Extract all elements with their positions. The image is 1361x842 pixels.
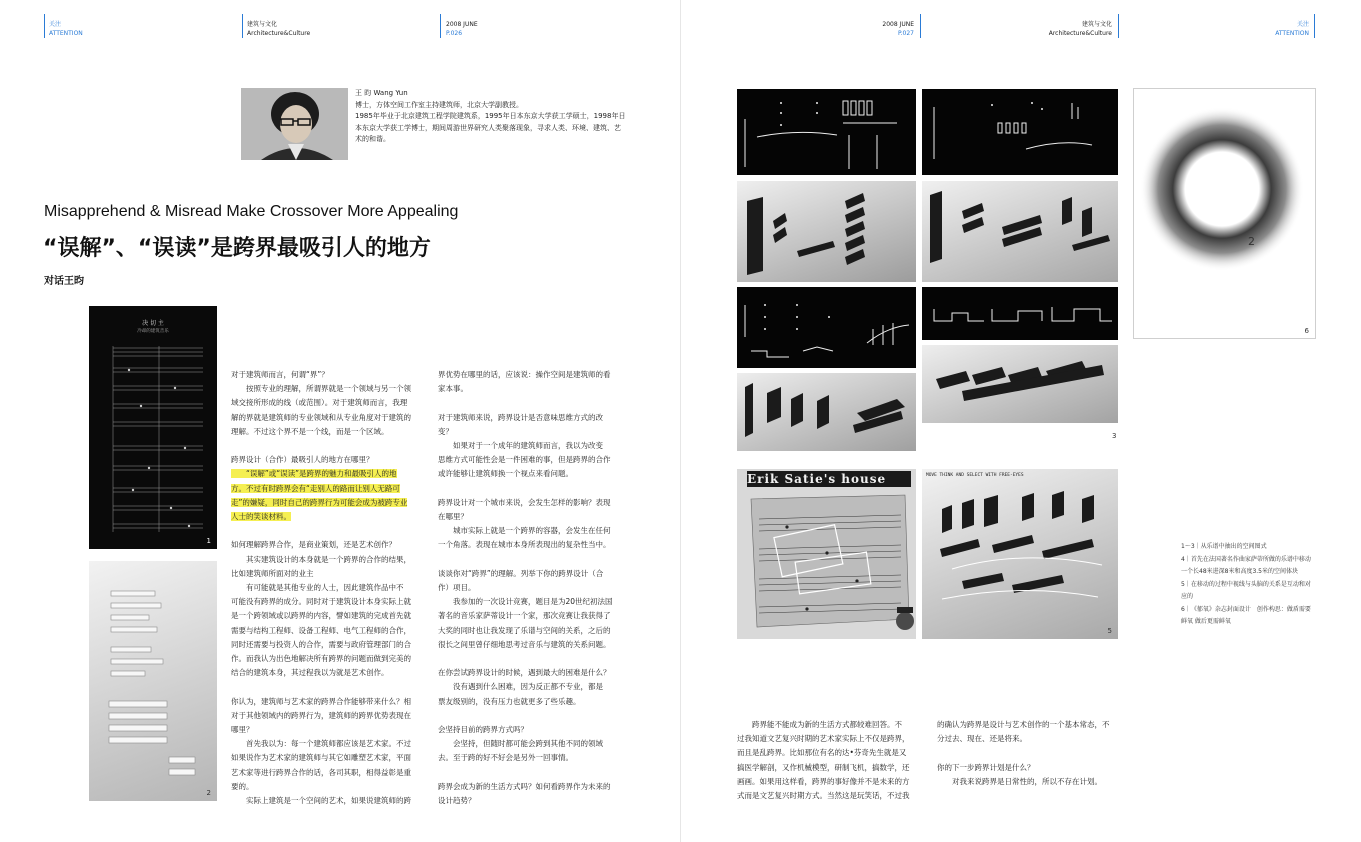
header-magazine xyxy=(247,20,310,38)
text-line: 一个角落。表现在城市本身所表现出的复杂性当中。 xyxy=(438,540,611,550)
model-shapes xyxy=(922,181,1118,282)
figure-magazine-cover xyxy=(1133,88,1316,339)
question-line: 你认为，建筑师与艺术家的跨界合作能够带来什么？相 xyxy=(231,696,411,706)
text-line: 首先我以为：每一个建筑师都应该是艺术家。不过 xyxy=(231,739,411,749)
text-line: 对我来说跨界是日常性的，所以不存在计划。 xyxy=(937,776,1102,786)
score-staves xyxy=(89,306,217,549)
caption-line: 1～3｜从乐谱中抽出的空间图式 xyxy=(1181,543,1267,550)
article-subtitle: 对话王昀 xyxy=(44,276,84,287)
question-line: 对于建筑师来说，跨界设计是否意味思维方式的改 xyxy=(438,412,603,422)
text-line: 作。而我认为出色地解决所有跨界的问题而做到完美的 xyxy=(231,654,411,664)
author-portrait xyxy=(241,88,348,160)
page-number: P.026 xyxy=(446,30,463,37)
caption-line: 一个长48米进深8米和高度3.5米的空间体块 xyxy=(1181,568,1298,575)
text-line: 是一个跨领域或以跨界的内容，譬如建筑的完成首先就 xyxy=(231,611,411,621)
text-line: 或许能够让建筑师换一个视点来看问题。 xyxy=(438,469,573,479)
text-line: 思维方式可能性会是一件困难的事，但是跨界的合作 xyxy=(438,455,611,465)
author-bio-line: 术的和谐。 xyxy=(355,135,390,143)
header-rule xyxy=(440,14,441,38)
text-line: 可能没有跨界的成分。同时对于建筑设计本身实际上就 xyxy=(231,597,411,607)
figure-space-diagram xyxy=(737,89,916,175)
question-line: 哪里？ xyxy=(231,725,254,735)
header-date: 2008 JUNE xyxy=(446,21,478,28)
text-line: 家本事。 xyxy=(438,384,468,394)
article-title-en: Misapprehend & Misread Make Crossover More Appealing xyxy=(44,203,459,220)
caption-line: 4｜首先在法国著名作曲家萨蒂所做的乐谱中移动 xyxy=(1181,555,1311,563)
text-line: 著名的音乐家萨蒂设计一个家，那次竞赛让我获得了 xyxy=(438,611,611,621)
header-rule xyxy=(1314,14,1315,38)
question-line: 会坚持目前的跨界方式吗？ xyxy=(438,725,528,734)
figure-music-score xyxy=(89,306,217,549)
text-line: 域交接所形成的线（或范围）。对于建筑师而言，我理 xyxy=(231,398,408,408)
text-line xyxy=(231,439,431,453)
text-line: 比如建筑师所面对的业主 xyxy=(231,568,314,578)
body-column-b xyxy=(438,368,638,808)
text-line: 艺术家等进行跨界合作的话，各司其职，相得益彰是重 xyxy=(231,767,411,777)
article-title-cn: “误解”、“误读”是跨界最吸引人的地方 xyxy=(43,236,431,261)
figure-space-model xyxy=(737,181,916,282)
text-line: 而且是乱跨界。比如那位有名的达•芬奇先生就是又 xyxy=(737,748,907,758)
text-line: 有可能就是其他专业的人士，因此建筑作品中不 xyxy=(231,583,404,593)
figure-number: 5 xyxy=(1107,627,1112,635)
text-line xyxy=(438,396,638,410)
text-line: 会坚持，但随时都可能会跨到其他不同的领域 xyxy=(438,739,603,749)
figure-space-model xyxy=(922,181,1118,282)
cover-number: 2 xyxy=(1248,235,1255,248)
text-line: 跨界能不能成为新的生活方式都较难回答。不 xyxy=(737,720,902,729)
question-line: 变？ xyxy=(438,426,453,436)
collage-score xyxy=(737,469,916,639)
body-column-d xyxy=(937,718,1137,789)
header-rule xyxy=(44,14,45,38)
text-line: 画画。如果用这样看，跨界的事好像并不是未来的方 xyxy=(737,776,910,786)
header-rule xyxy=(920,14,921,38)
header-section-cn: 关注 xyxy=(1296,21,1309,28)
text-line: 分过去、现在、还是将来。 xyxy=(937,734,1027,744)
figure-captions xyxy=(1181,541,1351,629)
text-line: 如果说作为艺术家的建筑师与其它如雕塑艺术家，平面 xyxy=(231,753,411,763)
highlighted-line: 走”的嫌疑，同时自己的跨界行为可能会成为被跨专业 xyxy=(231,497,408,507)
figure-number: 3 xyxy=(1112,432,1117,440)
question-line: 对于其他领域内的跨界行为，建筑师的跨界优势表现在 xyxy=(231,710,411,720)
text-line: 解的界就是建筑师的专业领域和从专业角度对于建筑的 xyxy=(231,412,411,422)
question-line: 跨界会成为新的生活方式吗？如何看跨界作为未来的 xyxy=(438,781,611,791)
text-line: 理解。不过这个界不是一个线，而是一个区域。 xyxy=(231,426,389,436)
text-line: 搞医学解剖，又作机械模型，研制飞机，搞数学，还 xyxy=(737,762,910,772)
figure-space-diagram xyxy=(922,89,1118,175)
question-line: 设计趋势？ xyxy=(438,796,476,805)
text-line: 其实建筑设计的本身就是一个跨界的合作的结果， xyxy=(231,554,411,564)
text-line: 没有遇到什么困难，因为反正都不专业，都是 xyxy=(438,682,603,692)
text-line: 实际上建筑是一个空间的艺术，如果说建筑师的跨 xyxy=(231,796,411,806)
text-line: 界优势在哪里的话，应该说：操作空间是建筑师的看 xyxy=(438,370,611,379)
collage-title: Erik Satie's house xyxy=(747,471,911,487)
caption-line: 5｜在移动的过程中视线与头脑的关系是互动和对 xyxy=(1181,580,1311,588)
question-line: 在哪里？ xyxy=(438,512,468,521)
text-line xyxy=(231,524,431,538)
model-shapes xyxy=(737,373,916,451)
score-title: 决 切 主 xyxy=(142,320,164,327)
relief-shapes xyxy=(89,561,217,801)
caption-line: 鲜氧 做后更需鲜氧 xyxy=(1181,618,1231,625)
text-line: 过我知道文艺复兴时期的艺术家实际上不仅是跨界， xyxy=(737,734,910,744)
header-section xyxy=(49,20,83,38)
figure-move-think-select xyxy=(922,469,1118,639)
question-line: 作）项目。 xyxy=(438,583,476,592)
text-line xyxy=(438,652,638,666)
question-line: 跨界设计对一个城市来说，会发生怎样的影响？表现 xyxy=(438,497,611,507)
text-line: 我参加的一次设计竞赛，题目是为20世纪初法国 xyxy=(438,597,613,607)
author-name: 王 昀 Wang Yun xyxy=(355,89,408,97)
figure-relief-model xyxy=(89,561,217,801)
caption-line: 6｜《郁氧》杂志封面设计 创作构思：做盾需要 xyxy=(1181,605,1311,613)
header-magazine-cn: 建筑与文化 xyxy=(247,21,278,28)
text-line: 要的。 xyxy=(231,781,254,791)
header-issue xyxy=(878,20,914,38)
text-line: 同时还需要与投资人的合作，需要与政府管理部门的合 xyxy=(231,639,411,649)
diagram-marks xyxy=(922,287,1118,340)
page-spine xyxy=(680,0,681,842)
text-line xyxy=(438,766,638,780)
text-line: 结合的建筑本身，其过程我以为就是艺术创作。 xyxy=(231,668,389,678)
text-line xyxy=(438,709,638,723)
text-line: 大奖的同时也让我发现了乐谱与空间的关系，之后的 xyxy=(438,625,611,635)
header-magazine xyxy=(1040,20,1112,38)
diagram-marks xyxy=(737,89,916,175)
figure-number: 1 xyxy=(206,537,211,545)
text-line xyxy=(438,553,638,567)
highlighted-line: 人士的笑谈材料。 xyxy=(231,512,291,522)
caption-line: 应的 xyxy=(1181,593,1194,600)
body-column-c xyxy=(737,718,937,803)
model-shapes xyxy=(922,345,1118,423)
figure-heading: MOVE THINK AND SELECT WITH FREE-EYES xyxy=(926,473,1024,478)
question-line: 在你尝试跨界设计的时候，遇到最大的困难是什么？ xyxy=(438,668,611,678)
header-section xyxy=(1270,20,1309,38)
text-line: 城市实际上就是一个跨界的容器，会发生在任何 xyxy=(438,526,611,536)
header-section-cn: 关注 xyxy=(49,21,62,28)
page-number: P.027 xyxy=(897,30,914,37)
figure-space-model xyxy=(922,345,1118,423)
model-shapes xyxy=(737,181,916,282)
author-bio-line: 博士，方体空间工作室主持建筑师，北京大学副教授。 xyxy=(355,100,523,109)
highlighted-line: 方。不过有时跨界会有“走别人的路而让别人无路可 xyxy=(231,483,400,493)
author-bio-line: 1985年毕业于北京建筑工程学院建筑系，1995年日本东京大学获工学硕士，1998年日 xyxy=(355,112,626,120)
author-bio-line: 本东京大学获工学博士，期间周游世界研究人类聚落现象，寻求人类、环境、建筑、艺 xyxy=(355,123,621,132)
question-line: 你的下一步跨界计划是什么？ xyxy=(937,762,1035,772)
header-rule xyxy=(242,14,243,38)
text-line xyxy=(231,680,431,694)
text-line xyxy=(438,482,638,496)
body-column-a xyxy=(231,368,431,808)
text-line: 需要与结构工程师、设备工程师、电气工程师的合作， xyxy=(231,625,411,635)
header-section-en: ATTENTION xyxy=(1275,30,1309,37)
text-line: 如果对于一个成年的建筑师而言，我以为改变 xyxy=(438,441,603,450)
header-date: 2008 JUNE xyxy=(882,21,914,28)
header-rule xyxy=(1118,14,1119,38)
portrait-illustration xyxy=(241,88,348,160)
figure-number: 6 xyxy=(1304,327,1309,335)
smoke-ring xyxy=(1134,89,1316,339)
figure-satie-collage xyxy=(737,469,916,639)
figure-space-diagram xyxy=(922,287,1118,340)
header-section-en: ATTENTION xyxy=(49,30,83,37)
text-line: 去。至于跨的好不好会是另外一回事情。 xyxy=(438,753,573,763)
figure-space-model xyxy=(737,373,916,451)
model-shapes xyxy=(922,469,1118,639)
text-line: 的确认为跨界是设计与艺术创作的一个基本常态，不 xyxy=(937,720,1110,729)
diagram-marks xyxy=(737,287,916,368)
figure-number: 2 xyxy=(206,789,211,797)
figure-space-diagram xyxy=(737,287,916,368)
text-line: 式而是文艺复兴时期方式。当然这是玩笑话，不过我 xyxy=(737,791,910,801)
question-line: 如何理解跨界合作，是商业策划，还是艺术创作？ xyxy=(231,540,396,550)
text-line: 按照专业的理解，所谓界就是一个领域与另一个领 xyxy=(231,384,411,394)
header-issue xyxy=(446,20,478,38)
diagram-marks xyxy=(922,89,1118,175)
text-line: 很长之间里曾仔细地思考过音乐与建筑的关系问题。 xyxy=(438,639,611,649)
header-magazine-cn: 建筑与文化 xyxy=(1081,21,1112,28)
text-line xyxy=(937,746,1137,760)
author-bio-block xyxy=(355,88,625,146)
question-line: 跨界设计（合作）最吸引人的地方在哪里？ xyxy=(231,455,374,465)
score-subtitle: 冷却的建筑音乐 xyxy=(137,329,169,334)
question-line: 谈谈你对“跨界”的理解。列举下你的跨界设计（合 xyxy=(438,568,604,578)
text-line: 对于建筑师而言，何谓“界”？ xyxy=(231,370,329,379)
header-magazine-en: Architecture&Culture xyxy=(1048,30,1112,37)
highlighted-line: “误解”或“误读”是跨界的魅力和最吸引人的地 xyxy=(231,469,397,479)
header-magazine-en: Architecture&Culture xyxy=(247,30,311,37)
text-line: 票友级别的，没有压力也就更多了些乐趣。 xyxy=(438,696,581,706)
